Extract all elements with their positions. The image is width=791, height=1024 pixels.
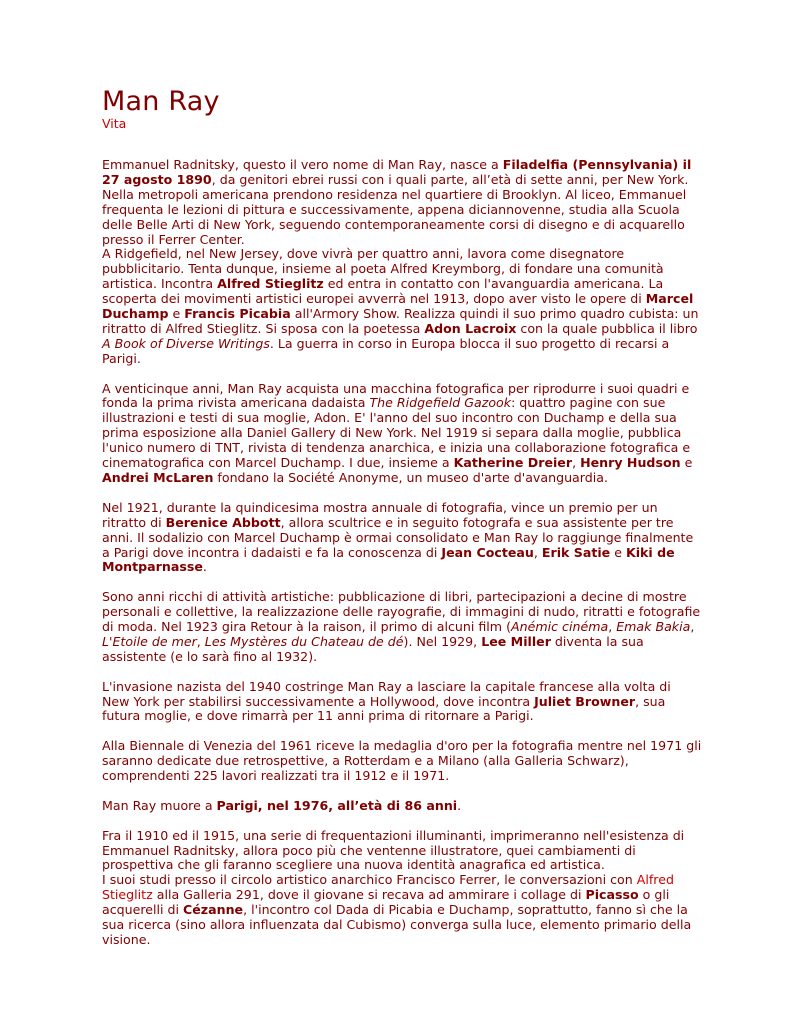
alfred-stieglitz-link[interactable]: Alfred Stieglitz	[102, 872, 674, 903]
text: L'invasione nazista del 1940 costringe Man Ray a lasciare la capitale francese alla volta di New York per stabilirsi successivamente a Hollywood, dove incontra	[102, 678, 671, 709]
text: Sono anni ricchi di attività artistiche: pubblicazione di libri, partecipazioni a decine di mostre personali e collettive, la realizzazione delle rayografie, di immagini di nudo, ritratti e fotografie di moda. Nel 1923 gira Retour à la raison, il primo di alcuni film (	[102, 589, 701, 635]
article-body	[102, 158, 702, 963]
paragraph-5	[102, 680, 702, 725]
text: alla Galleria 291, dove il giovane si recava ad ammirare i collage di	[152, 887, 586, 903]
italic-text: The Ridgefield Gazook	[369, 395, 512, 411]
text: ,	[196, 633, 205, 649]
text: .	[202, 559, 207, 575]
text: ). Nel 1929,	[403, 633, 482, 649]
bold-text: Picasso	[585, 887, 639, 903]
text: . La guerra in corso in Europa blocca il suo progetto di recarsi a Parigi.	[102, 335, 670, 366]
text: I suoi studi presso il circolo artistico anarchico Francisco Ferrer, le conversazioni con	[102, 872, 637, 888]
bold-text: Andrei McLaren	[102, 470, 214, 486]
text: con la quale pubblica il libro	[516, 320, 698, 336]
paragraph-2	[102, 382, 702, 486]
text: e	[680, 455, 693, 471]
text: e	[168, 306, 185, 322]
text: Man Ray muore a	[102, 797, 217, 813]
text: , l'incontro col Dada di Picabia e Duchamp, soprattutto, fanno sì che la sua ricerca (sino allora influenzata dal Cubismo) converga sulla luce, elemento primario della visione.	[102, 902, 692, 948]
paragraph-8	[102, 829, 702, 948]
bold-text: Katherine Dreier	[453, 455, 573, 471]
bold-text: Berenice Abbott	[165, 514, 281, 530]
text: : quattro pagine con sue illustrazioni e testi di sua moglie, Adon. E' l'anno del suo incontro con Duchamp e della sua prima esposizione alla Daniel Gallery di New York. Nel 1919 si separa dalla moglie, pubblica l'unico numero di TNT, rivista di tendenza anarchica, e inizia una collaborazione fotografica e cinematografica con Marcel Duchamp. I due, insieme a	[102, 395, 691, 471]
paragraph-1	[102, 158, 702, 367]
text: Alla Biennale di Venezia del 1961 riceve la medaglia d'oro per la fotografia mentre nel 1971 gli saranno dedicate due retrospettive, a Rotterdam e a Milano (alla Galleria Schwarz), comprendenti 225 lavori realizzati tra il 1912 e il 1971.	[102, 738, 702, 784]
text: .	[457, 797, 462, 813]
text: Fra il 1910 ed il 1915, una serie di frequentazioni illuminanti, imprimeranno nell'esistenza di Emmanuel Radnitsky, allora poco più che ventenne illustratore, quei cambiamenti di prospettiva che gli faranno scegliere una nuova identità anagrafica ed artistica.	[102, 827, 685, 873]
text: Nel 1921, durante la quindicesima mostra annuale di fotografia, vince un premio per un ritratto di	[102, 499, 658, 530]
text: o gli acquerelli di	[102, 887, 670, 918]
text: , sua futura moglie, e dove rimarrà per 11 anni prima di ritornare a Parigi.	[102, 693, 666, 724]
text: diventa la sua assistente (e lo sarà fino al 1932).	[102, 633, 644, 664]
bold-text: Filadelfia (Pennsylvania) il 27 agosto 1890	[102, 157, 692, 187]
bold-text: Erik Satie	[541, 544, 611, 560]
text: ,	[572, 455, 581, 471]
paragraph-7	[102, 799, 702, 814]
bold-text: Alfred Stieglitz	[217, 276, 324, 292]
paragraph-4	[102, 590, 702, 665]
italic-text: A Book of Diverse Writings	[102, 335, 270, 351]
text: fondano la Société Anonyme, un museo d'arte d'avanguardia.	[213, 470, 608, 486]
text: e	[610, 544, 626, 560]
bold-text: Francis Picabia	[184, 306, 291, 322]
subtitle-link[interactable]: Vita	[102, 116, 127, 131]
text: all'Armory Show. Realizza quindi il suo primo quadro cubista: un ritratto di Alfred Stieglitz. Si sposa con la poetessa	[102, 306, 699, 336]
bold-text: Lee Miller	[481, 633, 551, 649]
text: ed entra in contatto con l'avanguardia americana. La scoperta dei movimenti artistici europei avverrà nel 1913, dopo aver visto le opere di	[102, 276, 664, 307]
text: A venticinque anni, Man Ray acquista una macchina fotografica per riprodurre i suoi quadri e fonda la prima rivista americana dadaista	[102, 380, 690, 411]
italic-text: L'Etoile de mer	[102, 633, 197, 649]
bold-text: Henry Hudson	[580, 455, 681, 471]
text: A Ridgefield, nel New Jersey, dove vivrà per quattro anni, lavora come disegnatore pubblicitario. Tenta dunque, insieme al poeta Alfred Kreymborg, di fondare una comunità artistica. Incontra	[102, 246, 664, 292]
paragraph-3	[102, 501, 702, 576]
bold-text: Jean Cocteau	[441, 544, 534, 560]
bold-text: Cézanne	[183, 902, 244, 918]
bold-text: Kiki de Montparnasse	[102, 544, 675, 575]
page-title: Man Ray	[102, 86, 220, 117]
bold-text: Adon Lacroix	[424, 320, 517, 336]
bold-text: Parigi, nel 1976, all’età di 86 anni	[216, 797, 458, 813]
text: ,	[690, 619, 695, 635]
italic-text: Les Mystères du Chateau de dé	[204, 633, 404, 649]
italic-text: Emak Bakia	[616, 619, 691, 635]
paragraph-6	[102, 739, 702, 784]
bold-text: Juliet Browner	[534, 693, 636, 709]
text: , allora scultrice e in seguito fotografa e sua assistente per tre anni. Il sodalizio con Marcel Duchamp è ormai consolidato e Man Ray lo raggiunge finalmente a Parigi dove incontra i dadaisti e fa la conoscenza di	[102, 514, 694, 560]
bold-text: Marcel Duchamp	[102, 291, 694, 322]
text: , da genitori ebrei russi con i quali parte, all’età di sette anni, per New York. Nella metropoli americana prendono residenza nel quartiere di Brooklyn. Al liceo, Emmanuel frequenta le lezioni di pittura e successivamente, appena diciannovenne, studia alla Scuola delle Belle Arti di New York, seguendo contemporaneamente corsi di disegno e di acquarello presso il Ferrer Center.	[102, 171, 689, 247]
text: ,	[608, 619, 617, 635]
italic-text: Anémic cinéma	[511, 619, 609, 635]
text: Emmanuel Radnitsky, questo il vero nome di Man Ray, nasce a	[102, 157, 503, 172]
text: ,	[533, 544, 542, 560]
